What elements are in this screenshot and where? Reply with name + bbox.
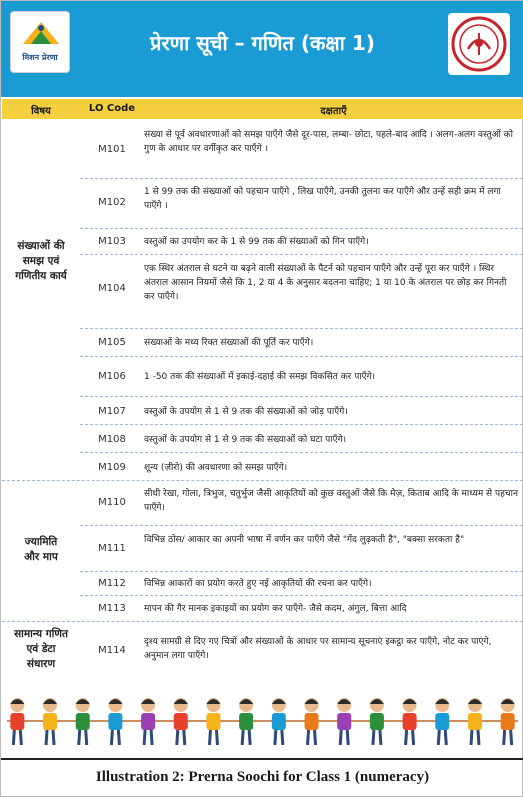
table-row [80,621,523,677]
column-header-subject: विषय [31,106,51,117]
competency-text: विभिन्न ठोस/ आकार का अपनी भाषा में वर्णन कर पाएँगे जैसे "गेंद लुढ़कती है", "बक्सा सरकता है" [144,535,465,545]
lo-code: M101 [98,144,126,155]
child-figure [468,698,482,745]
child-figure [435,698,449,745]
table-row [80,329,523,357]
table-row [80,229,523,255]
competency-text: वस्तुओं के उपयोग से 1 से 9 तक की संख्याओं को घटा पाएँगे। [144,435,347,445]
lo-code: M105 [98,337,126,348]
child-figure [501,698,515,745]
table-row [80,480,523,526]
lo-code: M113 [98,603,126,614]
lo-code: M108 [98,434,126,445]
child-figure [43,698,57,745]
child-figure [239,698,253,745]
competency-text: संख्या से पूर्व अवधारणाओं को समझ पाएँगे जैसे दूर-पास, लम्बा- छोटा, पहले-बाद आदि । अलग-अलग वस्तुओं को गुण के आधार पर वर्गीकृत कर पाएँगे । [144,130,513,154]
lo-code: M111 [98,543,126,554]
header-banner [1,1,523,97]
child-figure [76,698,90,745]
table-row [80,357,523,397]
table-row [80,397,523,425]
child-figure [305,698,319,745]
table-header-row [2,99,523,119]
competency-text: दृश्य सामग्री से दिए गए चित्रों और संख्याओं के आधार पर सामान्य सूचनाएं इकट्ठा कर पाएँगे, नोट कर पाएंगे, अनुमान लगा पाएँगे। [144,637,492,661]
subject-label-numbers: संख्याओं की समझ एवं गणितीय कार्य [15,240,67,282]
figure-caption: Illustration 2: Prerna Soochi for Class 1 (numeracy) [1,758,523,797]
column-header-lo-code: LO Code [88,103,136,114]
subject-label-geometry: ज्यामिति और माप [24,536,58,563]
competency-text: विभिन्न आकारों का प्रयोग करते हुए नई आकृतियों की रचना कर पाएँगे। [144,579,372,589]
page-title: प्रेरणा सूची – गणित (कक्षा 1) [150,31,375,55]
competency-text: संख्याओं के मध्य रिक्त संख्याओं की पूर्ति कर पाएँगे। [144,338,314,348]
competency-text: 1 -50 तक की संख्याओं में इकाई-दहाई की समझ विकसित कर पाएँगे। [144,372,376,382]
lo-code: M103 [98,236,126,247]
competency-text: शून्य (ज़ीरो) की अवधारणा को समझ पाएँगे। [144,463,288,473]
seal-graphic [448,13,510,75]
mission-prerna-logo-icon [10,11,70,73]
subject-label-data-handling: सामान्य गणित एवं डेटा संधारण [14,628,68,670]
competency-text: मापन की गैर मानक इकाइयों का प्रयोग कर पाएँगे- जैसे कदम, अंगुल, बित्ता आदि [144,604,407,614]
child-figure [141,698,155,745]
table-row [80,453,523,480]
table-row [80,255,523,329]
competency-text: सीधी रेखा, गोला, त्रिभुज, चतुर्भुज जैसी आकृतियों को कुछ वस्तुओं जैसे कि मेज़, किताब आदि के माध्यम से पहचान पाएँगे। [144,489,518,513]
lo-code: M107 [98,406,126,417]
child-figure [174,698,188,745]
competency-text: 1 से 99 तक की संख्याओं को पहचान पाएँगे , लिख पाएँगे, उनकी तुलना कर पाएँगे और उन्हें सही क्रम में लगा पाएँगे । [144,187,501,211]
child-figure [403,698,417,745]
table-row [80,425,523,453]
up-government-seal-icon [448,13,510,75]
competency-text: वस्तुओं के उपयोग से 1 से 9 तक की संख्याओं को जोड़ पाएँगे। [144,407,348,417]
column-header-competencies: दक्षताएँ [320,106,347,117]
lo-code: M114 [98,645,126,656]
lo-code: M110 [98,497,126,508]
children-holding-hands-icon [1,693,523,751]
lo-code: M106 [98,371,126,382]
child-figure [337,698,351,745]
child-figure [108,698,122,745]
competency-table [2,99,523,682]
lo-code: M102 [98,197,126,208]
child-figure [272,698,286,745]
competency-text: वस्तुओं का उपयोग कर के 1 से 99 तक की संख्याओं को गिन पाएँगे। [144,237,369,247]
child-figure [10,698,24,745]
table-row [80,123,523,179]
child-figure [370,698,384,745]
table-row [80,596,523,621]
logo-left-label: मिशन प्रेरणा [22,53,58,62]
table-row [80,572,523,596]
table-row [80,179,523,229]
lo-code: M104 [98,283,126,294]
child-figure [206,698,220,745]
competency-text: एक स्थिर अंतराल से घटने या बढ़ने वाली संख्याओं के पैटर्न को पहचान पाएँगे और उन्हें पूरा कर पाएँगे । स्थिर अंतराल आसान नियमों जैसे कि 1, 2 या 4 के अनुसार बदलना चाहिए; 1 या 10 के अंतराल पर छोड़ कर गिनती कर पाएँगे। [144,264,507,302]
kids-illustration [1,693,523,751]
mission-prerna-logo-graphic [21,20,61,46]
lo-code: M112 [98,578,126,589]
table-row [80,526,523,572]
lo-code: M109 [98,462,126,473]
